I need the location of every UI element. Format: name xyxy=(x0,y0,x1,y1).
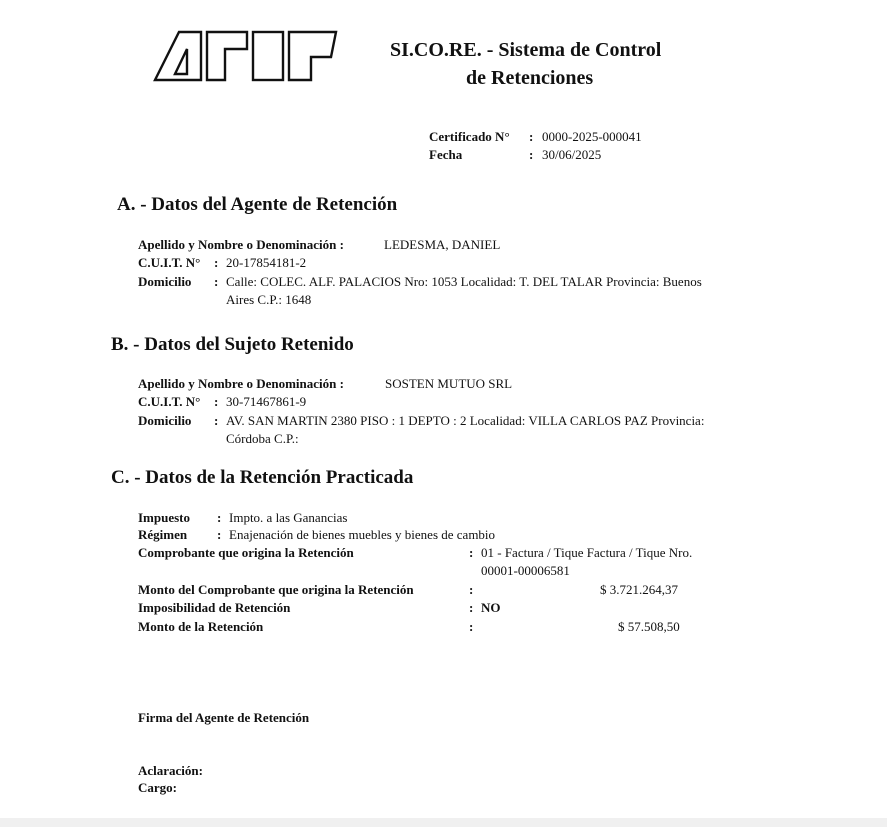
voucher-amount-value: $ 3.721.264,37 xyxy=(600,582,678,597)
colon: : xyxy=(214,394,219,409)
tax-value: Impto. a las Ganancias xyxy=(229,510,348,525)
agent-address-label: Domicilio xyxy=(138,274,192,289)
tax-label: Impuesto xyxy=(138,510,191,525)
impossibility-value: NO xyxy=(481,600,501,615)
colon: : xyxy=(469,600,474,615)
voucher-line1: 01 - Factura / Tique Factura / Tique Nro. xyxy=(481,545,693,560)
regime-value: Enajenación de bienes muebles y bienes de cambio xyxy=(229,527,496,542)
system-title-line1: SI.CO.RE. - Sistema de Control xyxy=(390,39,662,61)
certificate-number-value: 0000-2025-000041 xyxy=(542,129,642,144)
date-label: Fecha xyxy=(429,147,463,162)
agent-name-value: LEDESMA, DANIEL xyxy=(384,237,501,252)
agent-cuit-label: C.U.I.T. N° xyxy=(138,255,201,270)
section-c-heading: C. - Datos de la Retención Practicada xyxy=(111,467,414,488)
page-bottom-edge xyxy=(0,818,887,827)
clarification-label: Aclaración: xyxy=(138,763,203,778)
colon: : xyxy=(217,527,222,542)
colon: : xyxy=(214,274,219,289)
system-title-line2: de Retenciones xyxy=(466,67,594,89)
colon: : xyxy=(469,619,474,634)
afip-logo xyxy=(153,29,339,83)
impossibility-label: Imposibilidad de Retención xyxy=(138,600,291,615)
position-label: Cargo: xyxy=(138,780,177,795)
colon: : xyxy=(469,582,474,597)
section-a-heading: A. - Datos del Agente de Retención xyxy=(117,194,398,215)
agent-address-line1: Calle: COLEC. ALF. PALACIOS Nro: 1053 Localidad: T. DEL TALAR Provincia: Buenos xyxy=(226,274,702,289)
colon: : xyxy=(217,510,222,525)
date-value: 30/06/2025 xyxy=(542,147,602,162)
regime-label: Régimen xyxy=(138,527,188,542)
certificate-number-label: Certificado N° xyxy=(429,129,510,144)
agent-name-label: Apellido y Nombre o Denominación : xyxy=(138,237,344,252)
retention-amount-value: $ 57.508,50 xyxy=(618,619,680,634)
signature-label: Firma del Agente de Retención xyxy=(138,710,310,725)
subject-cuit-label: C.U.I.T. N° xyxy=(138,394,201,409)
colon: : xyxy=(214,413,219,428)
subject-address-line1: AV. SAN MARTIN 2380 PISO : 1 DEPTO : 2 Localidad: VILLA CARLOS PAZ Provincia: xyxy=(226,413,705,428)
voucher-amount-label: Monto del Comprobante que origina la Retención xyxy=(138,582,414,597)
agent-address-line2: Aires C.P.: 1648 xyxy=(226,292,312,307)
retention-amount-label: Monto de la Retención xyxy=(138,619,264,634)
subject-name-value: SOSTEN MUTUO SRL xyxy=(385,376,513,391)
agent-cuit-value: 20-17854181-2 xyxy=(226,255,307,270)
section-b-heading: B. - Datos del Sujeto Retenido xyxy=(111,334,354,355)
voucher-line2: 00001-00006581 xyxy=(481,563,570,578)
subject-address-label: Domicilio xyxy=(138,413,192,428)
subject-cuit-value: 30-71467861-9 xyxy=(226,394,307,409)
colon: : xyxy=(529,147,534,162)
voucher-label: Comprobante que origina la Retención xyxy=(138,545,354,560)
colon: : xyxy=(469,545,474,560)
subject-name-label: Apellido y Nombre o Denominación : xyxy=(138,376,344,391)
colon: : xyxy=(214,255,219,270)
subject-address-line2: Córdoba C.P.: xyxy=(226,431,299,446)
colon: : xyxy=(529,129,534,144)
